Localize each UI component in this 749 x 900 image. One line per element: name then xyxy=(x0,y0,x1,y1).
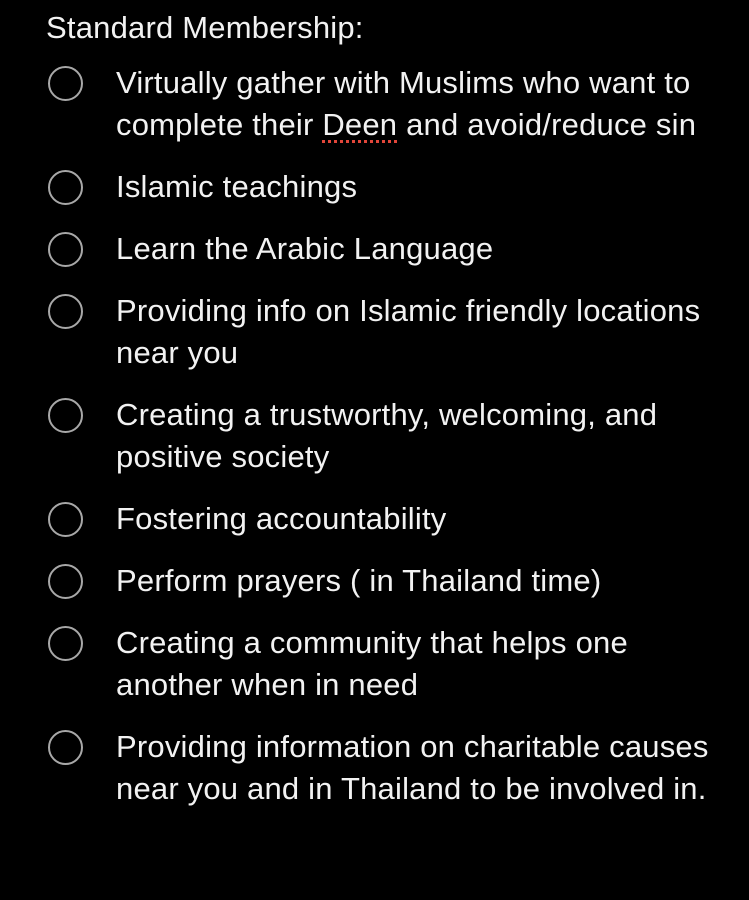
checkbox-circle-icon[interactable] xyxy=(48,294,83,329)
checklist-item-text: Providing info on Islamic friendly locations near you xyxy=(116,293,701,370)
checklist-item[interactable] xyxy=(46,394,736,478)
checklist-item-text: Creating a trustworthy, welcoming, and positive society xyxy=(116,397,658,474)
checkbox-circle-icon[interactable] xyxy=(48,398,83,433)
checklist-item-text: Islamic teachings xyxy=(116,169,358,204)
checkbox-circle-icon[interactable] xyxy=(48,232,83,267)
checkbox-circle-icon[interactable] xyxy=(48,730,83,765)
checklist-item[interactable] xyxy=(46,560,736,602)
checklist-item[interactable] xyxy=(46,726,736,810)
checklist-item-text: Virtually gather with Muslims who want to complete their Deen and avoid/reduce sin xyxy=(116,65,697,142)
checklist-item-text: Fostering accountability xyxy=(116,501,447,536)
checklist-item[interactable] xyxy=(46,166,736,208)
checklist-item-text: Creating a community that helps one another when in need xyxy=(116,625,628,702)
checklist-item[interactable] xyxy=(46,62,736,146)
checkbox-circle-icon[interactable] xyxy=(48,564,83,599)
checkbox-circle-icon[interactable] xyxy=(48,502,83,537)
checklist-item-text: Perform prayers ( in Thailand time) xyxy=(116,563,602,598)
checklist-item[interactable] xyxy=(46,622,736,706)
misspelled-word[interactable]: Deen xyxy=(322,107,398,142)
checklist-item-text: Providing information on charitable causes near you and in Thailand to be involved in. xyxy=(116,729,709,806)
checklist-item[interactable] xyxy=(46,228,736,270)
checkbox-circle-icon[interactable] xyxy=(48,626,83,661)
checklist-item-text: Learn the Arabic Language xyxy=(116,231,494,266)
checklist xyxy=(46,62,736,830)
section-title: Standard Membership: xyxy=(46,10,364,45)
checkbox-circle-icon[interactable] xyxy=(48,66,83,101)
checklist-item[interactable] xyxy=(46,290,736,374)
checkbox-circle-icon[interactable] xyxy=(48,170,83,205)
checklist-item[interactable] xyxy=(46,498,736,540)
